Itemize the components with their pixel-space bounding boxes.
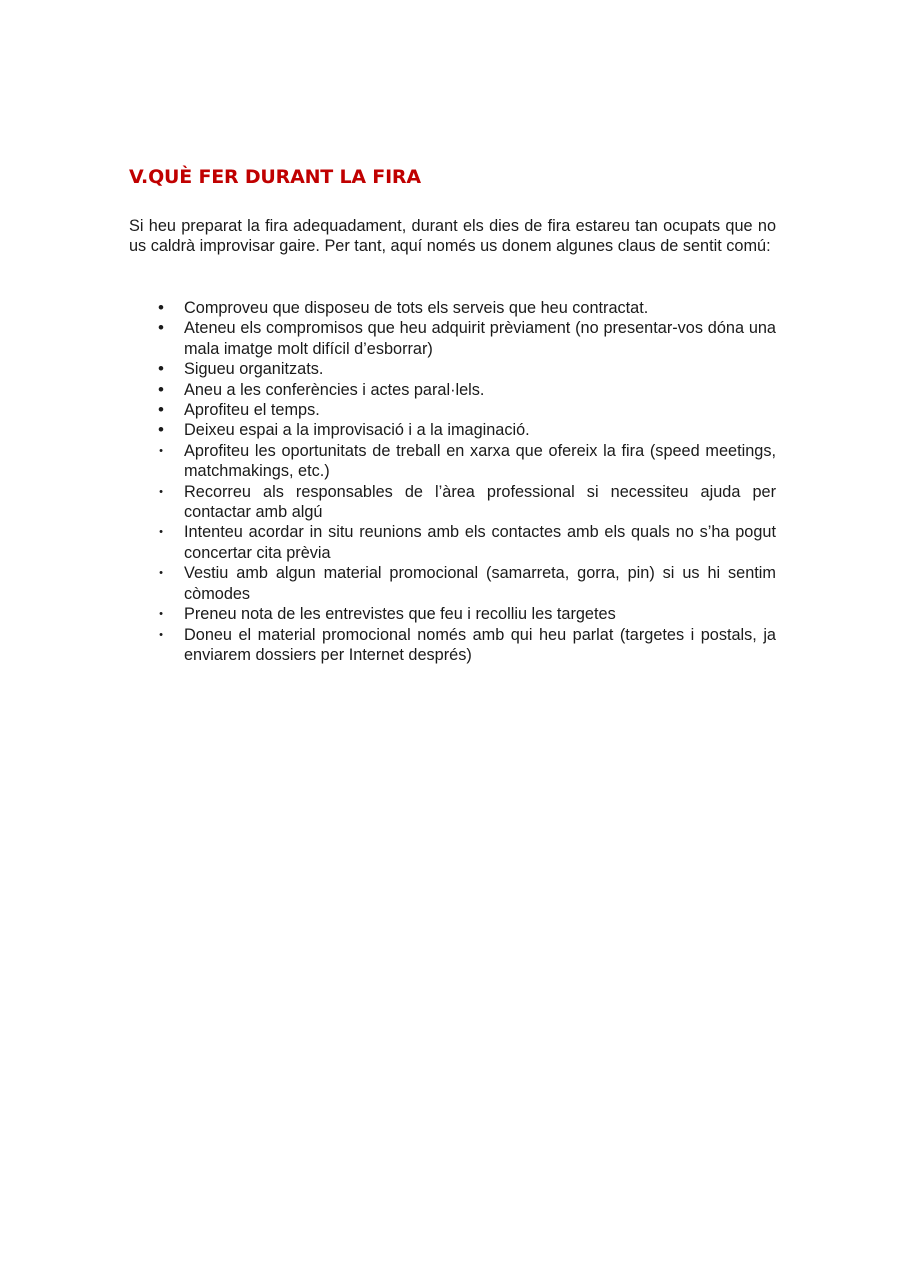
list-item (129, 625, 776, 666)
bullet-icon: • (158, 298, 164, 317)
list-item (129, 298, 776, 318)
list-item-text: Deixeu espai a la improvisació i a la imaginació. (184, 421, 530, 440)
list-item (129, 420, 776, 440)
list-item-text: Aneu a les conferències i actes paral·lels. (184, 380, 485, 399)
bullet-icon: • (158, 318, 164, 338)
list-item (129, 441, 776, 482)
list-item (129, 380, 776, 400)
list-item-text: Comproveu que disposeu de tots els serveis que heu contractat. (184, 299, 649, 317)
list-item-text: Aprofiteu el temps. (184, 401, 320, 420)
bullet-icon: • (159, 628, 163, 641)
bullet-icon: • (159, 567, 163, 580)
list-item (129, 359, 776, 379)
list-item (129, 318, 776, 359)
bullet-icon: • (158, 359, 164, 379)
list-item-text: Doneu el material promocional només amb qui heu parlat (targetes i postals, ja enviarem dossiers per Internet després) (184, 625, 776, 664)
list-item (129, 522, 776, 563)
list-item (129, 482, 776, 523)
list-item-text: Recorreu als responsables de l’àrea professional si necessiteu ajuda per contactar amb algú (184, 482, 776, 522)
list-item (129, 400, 776, 420)
bullet-icon: • (159, 485, 163, 498)
bullet-icon: • (159, 444, 163, 457)
bullet-icon: • (158, 400, 164, 420)
list-item-text: Sigueu organitzats. (184, 360, 324, 379)
bullet-icon: • (158, 379, 164, 399)
tips-list (129, 298, 776, 665)
section-heading: V.QUÈ FER DURANT LA FIRA (129, 166, 421, 188)
bullet-icon: • (159, 526, 163, 539)
list-item (129, 563, 776, 604)
list-item-text: Preneu nota de les entrevistes que feu i recolliu les targetes (184, 605, 616, 624)
list-item (129, 604, 776, 624)
list-item-text: Vestiu amb algun material promocional (samarreta, gorra, pin) si us hi sentim còmodes (184, 564, 776, 603)
list-item-text: Aprofiteu les oportunitats de treball en xarxa que ofereix la fira (speed meetings, matchmakings, etc.) (184, 441, 776, 481)
bullet-icon: • (159, 608, 163, 621)
list-item-text: Ateneu els compromisos que heu adquirit prèviament (no presentar-vos dóna una mala imatge molt difícil d’esborrar) (184, 319, 776, 358)
bullet-icon: • (158, 420, 164, 440)
intro-paragraph: Si heu preparat la fira adequadament, durant els dies de fira estareu tan ocupats que no us caldrà improvisar gaire. Per tant, aquí només us donem algunes claus de sentit comú: (129, 217, 776, 256)
list-item-text: Intenteu acordar in situ reunions amb els contactes amb els quals no s’ha pogut concertar cita prèvia (184, 523, 776, 562)
